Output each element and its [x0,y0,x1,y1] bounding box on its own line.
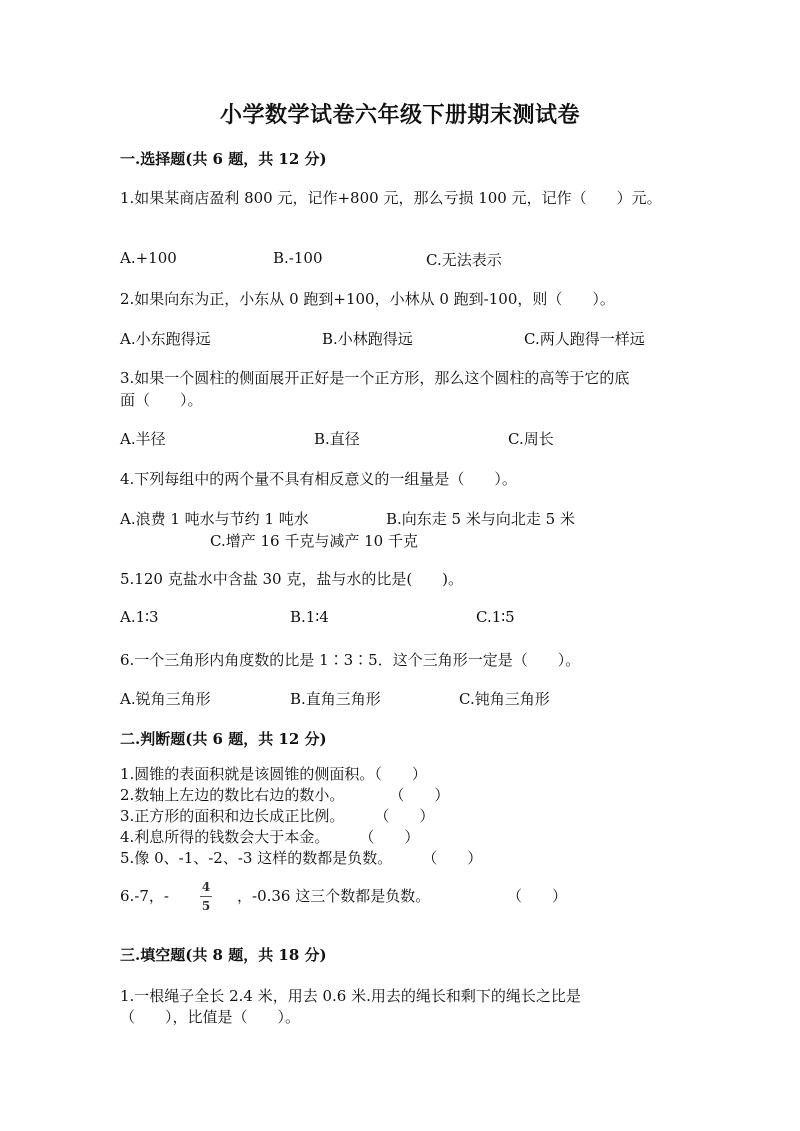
q6-option-b: B.直角三角形 [290,690,381,708]
judgement-item-6-paren: （ ） [507,887,568,905]
q4-option-b: B.向东走 5 米与向北走 5 米 [386,510,575,528]
judgement-item-6-prefix: 6.-7，- [120,887,169,905]
q4-option-a: A.浪费 1 吨水与节约 1 吨水 [120,510,309,528]
question-3-line-2: 面（ ）。 [120,391,203,409]
fraction-denominator: 5 [201,899,211,913]
q2-option-b: B.小林跑得远 [322,330,413,348]
q6-option-c: C.钝角三角形 [459,690,550,708]
q3-option-b: B.直径 [314,430,360,448]
judgement-item-1: 1.圆锥的表面积就是该圆锥的侧面积。（ ） [120,765,427,783]
q5-option-b: B.1∶4 [290,608,329,626]
question-3-line-1: 3.如果一个圆柱的侧面展开正好是一个正方形，那么这个圆柱的高等于它的底 [120,369,630,387]
question-1: 1.如果某商店盈利 800 元，记作+800 元，那么亏损 100 元，记作（ ）元。 [120,189,662,207]
q4-option-c: C.增产 16 千克与减产 10 千克 [210,532,418,550]
question-4: 4.下列每组中的两个量不具有相反意义的一组量是（ ）。 [120,470,517,488]
question-2: 2.如果向东为正，小东从 0 跑到+100，小林从 0 跑到-100，则（ ）。 [120,290,615,308]
fill-question-1-line-2: （ ），比值是（ ）。 [120,1008,301,1026]
section-heading-fill: 三.填空题(共 8 题，共 18 分) [120,946,327,964]
section-heading-judgement: 二.判断题(共 6 题，共 12 分) [120,730,327,748]
q2-option-c: C.两人跑得一样远 [524,330,645,348]
q6-option-a: A.锐角三角形 [120,690,211,708]
q2-option-a: A.小东跑得远 [120,330,211,348]
q1-option-a: A.+100 [120,249,177,267]
q1-option-b: B.-100 [273,249,323,267]
q5-option-c: C.1∶5 [476,608,515,626]
judgement-item-5: 5.像 0、-1、-2、-3 这样的数都是负数。 （ ） [120,849,483,867]
question-6: 6.一个三角形内角度数的比是 1∶3∶5．这个三角形一定是（ ）。 [120,651,581,669]
q3-option-a: A.半径 [120,430,166,448]
section-heading-choice: 一.选择题(共 6 题，共 12 分) [120,150,327,168]
fill-question-1-line-1: 1.一根绳子全长 2.4 米，用去 0.6 米.用去的绳长和剩下的绳长之比是 [120,987,581,1005]
q3-option-c: C.周长 [508,430,554,448]
page-title: 小学数学试卷六年级下册期末测试卷 [219,102,580,128]
question-5: 5.120 克盐水中含盐 30 克，盐与水的比是( )。 [120,570,464,588]
judgement-item-4: 4.利息所得的钱数会大于本金。 （ ） [120,828,420,846]
judgement-item-3: 3.正方形的面积和边长成正比例。 （ ） [120,807,435,825]
judgement-item-2: 2.数轴上左边的数比右边的数小。 （ ） [120,786,450,804]
q1-option-c: C.无法表示 [426,251,502,269]
q5-option-a: A.1∶3 [120,608,159,626]
judgement-item-6-suffix: ，-0.36 这三个数都是负数。 [237,887,431,905]
fraction-numerator: 4 [201,880,211,894]
fraction-four-fifths [199,880,213,913]
